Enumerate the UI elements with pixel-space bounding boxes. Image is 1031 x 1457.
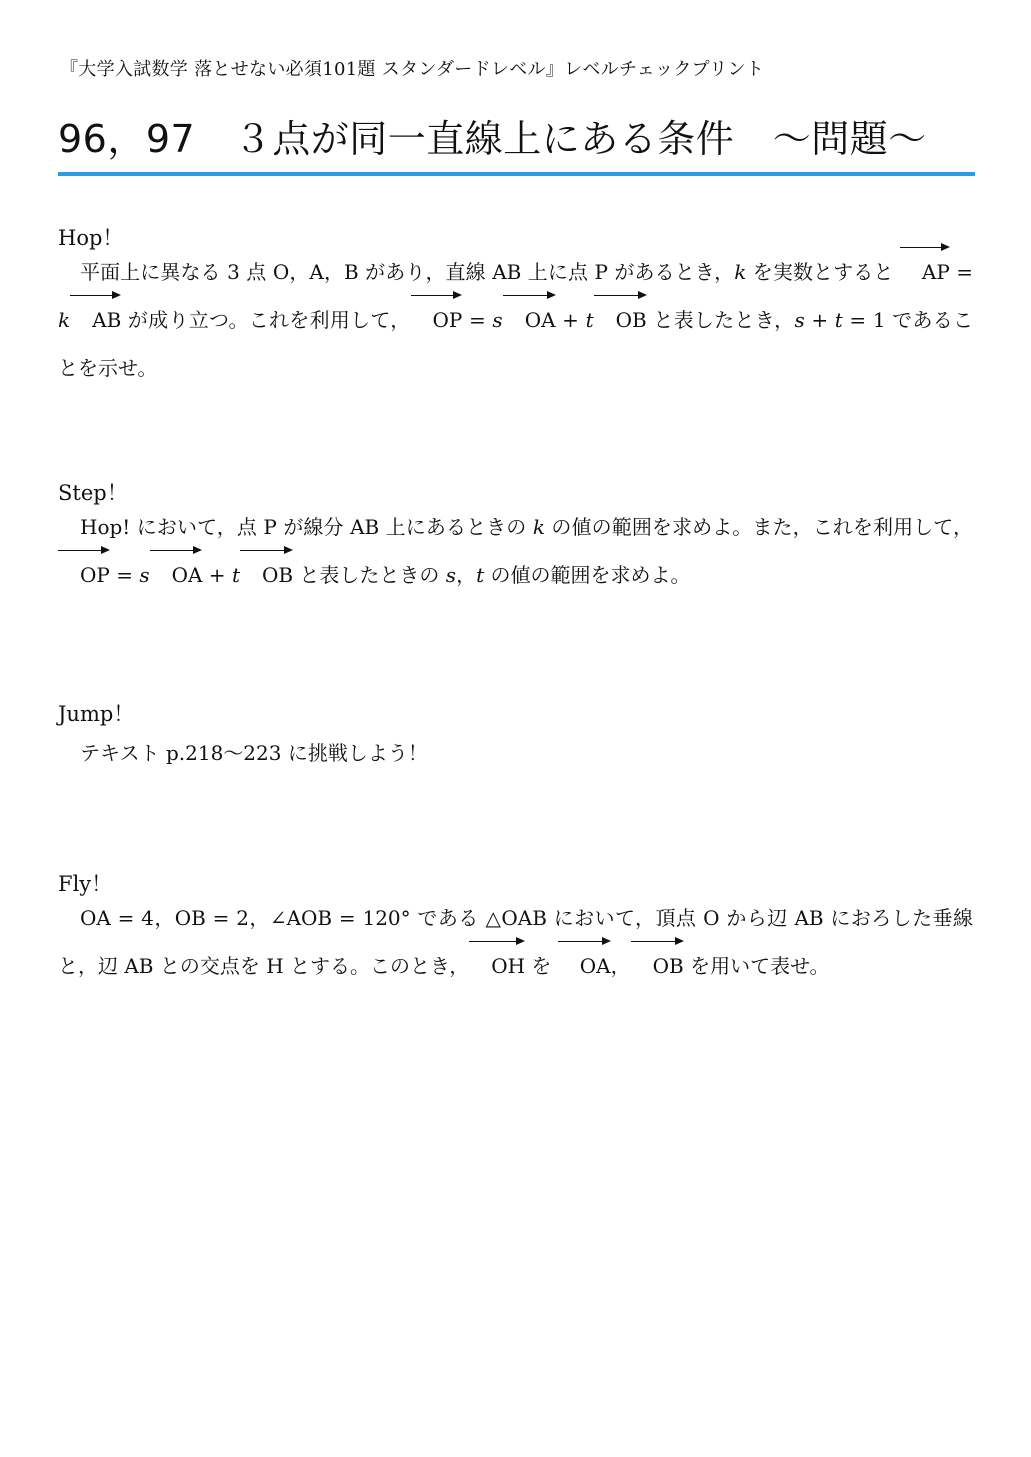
jump-label: Jump！ — [58, 702, 135, 726]
step-var-k: k — [532, 515, 545, 539]
hop-plus-1: + — [555, 308, 586, 332]
step-comma: ， — [456, 563, 477, 587]
hop-var-s2: s — [794, 308, 805, 332]
step-eq: = — [109, 563, 140, 587]
hop-plus-2: + — [804, 308, 835, 332]
jump-text: テキスト p.218～223 に挑戦しよう！ — [80, 741, 428, 765]
vector-ob: OB — [594, 296, 647, 344]
hop-eq-2: = — [462, 308, 493, 332]
vector-ob: OB — [240, 551, 293, 599]
fly-label: Fly！ — [58, 872, 113, 896]
step-problem — [58, 503, 973, 599]
vector-op: OP — [411, 296, 463, 344]
hop-var-k: k — [734, 260, 747, 284]
hop-text-4: と表したとき， — [646, 308, 795, 332]
hop-var-s: s — [492, 308, 503, 332]
hop-var-t: t — [585, 308, 594, 332]
hop-var-t2: t — [834, 308, 843, 332]
vector-op: OP — [58, 551, 110, 599]
page-title: 96，97 ３点が同一直線上にある条件 ～問題～ — [58, 117, 927, 161]
step-var-t2: t — [476, 563, 485, 587]
step-label: Step！ — [58, 481, 128, 505]
fly-text-4: を用いて表せ。 — [683, 954, 830, 978]
step-section — [58, 477, 973, 599]
hop-text-2: を実数とすると — [746, 260, 900, 284]
step-text-3: と表したときの — [293, 563, 446, 587]
title-underline — [58, 172, 975, 176]
fly-text-1: OA = 4，OB = 2，∠AOB = 120° である △OAB において，頂点 O から辺 AB におろした垂線と，辺 AB との交点を H とする。このとき， — [58, 906, 973, 978]
vector-ap: AP — [900, 248, 950, 296]
vector-oa: OA — [150, 551, 203, 599]
jump-section — [58, 698, 973, 768]
hop-text-3: が成り立つ。これを利用して， — [121, 308, 411, 332]
vector-oh: OH — [469, 942, 525, 990]
hop-eq-1: = — [949, 260, 973, 284]
fly-text-3: ， — [610, 954, 631, 978]
hop-problem — [58, 248, 973, 392]
step-text-1: Hop! において，点 P が線分 AB 上にあるときの — [80, 515, 533, 539]
vector-ab: AB — [70, 296, 121, 344]
fly-section — [58, 868, 973, 990]
vector-ob: OB — [631, 942, 684, 990]
hop-section — [58, 222, 973, 392]
fly-text-2: を — [525, 954, 558, 978]
step-text-2: の値の範囲を求めよ。また，これを利用して， — [544, 515, 973, 539]
fly-problem — [58, 894, 973, 990]
vector-oa: OA — [558, 942, 611, 990]
step-plus: + — [202, 563, 232, 587]
vector-oa: OA — [503, 296, 556, 344]
hop-label: Hop！ — [58, 226, 124, 250]
hop-var-k2: k — [58, 308, 71, 332]
step-var-s: s — [139, 563, 150, 587]
step-text-4: の値の範囲を求めよ。 — [484, 563, 691, 587]
step-var-t: t — [231, 563, 240, 587]
step-var-s2: s — [445, 563, 457, 587]
hop-text-5: = 1 であることを示せ。 — [58, 308, 973, 380]
hop-text-1: 平面上に異なる 3 点 O，A，B があり，直線 AB 上に点 P があるとき， — [80, 260, 735, 284]
document-header: 『大学入試数学 落とせない必須101題 スタンダードレベル』レベルチェックプリント — [60, 59, 765, 80]
